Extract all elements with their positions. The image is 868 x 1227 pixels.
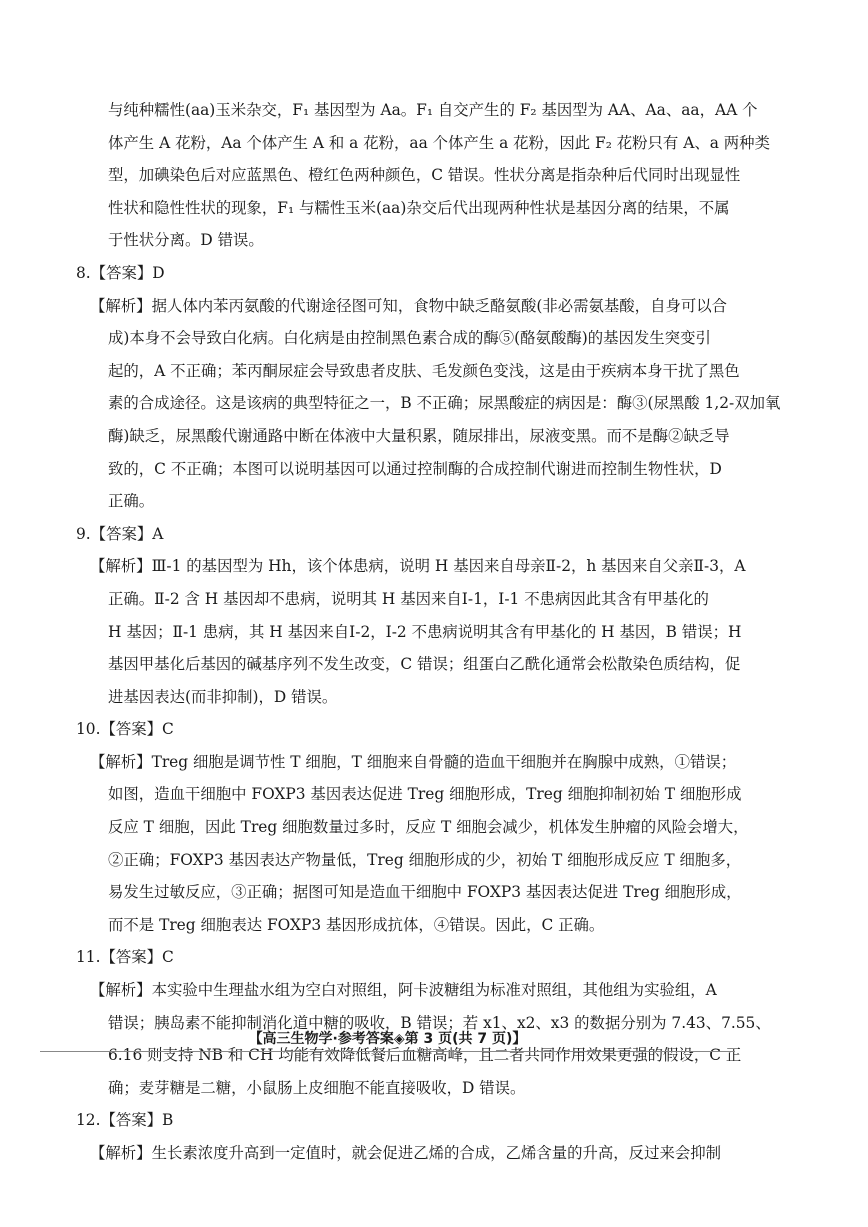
text-line: 成)本身不会导致白化病。白化病是由控制黑色素合成的酶⑤(酪氨酸酶)的基因发生突变引 [108,329,711,348]
text-line: 错误；胰岛素不能抑制消化道中糖的吸收，B 错误；若 x1、x2、x3 的数据分别为 7.43、7.55、 [108,1013,771,1032]
text-line: 【解析】据人体内苯丙氨酸的代谢途径图可知，食物中缺乏酪氨酸(非必需氨基酸，自身可以合 [90,296,728,315]
text-line: 确；麦芽糖是二糖，小鼠肠上皮细胞不能直接吸收，D 错误。 [108,1078,526,1097]
text-line: 与纯种糯性(aa)玉米杂交，F₁ 基因型为 Aa。F₁ 自交产生的 F₂ 基因型为 AA、Aa、aa，AA 个 [108,101,758,119]
text-line: 而不是 Treg 细胞表达 FOXP3 基因形成抗体，④错误。因此，C 正确。 [108,915,605,934]
question-answer-heading: 12.【答案】B [76,1111,174,1130]
text-line: 如图，造血干细胞中 FOXP3 基因表达促进 Treg 细胞形成，Treg 细胞抑制初始 T 细胞形成 [108,785,742,804]
text-line: 于性状分离。D 错误。 [108,231,264,250]
text-line: 正确。 [108,492,155,511]
footer-divider [40,1051,735,1052]
text-line: 【解析】Ⅲ-1 的基因型为 Hh，该个体患病，说明 H 基因来自母亲Ⅱ-2，h 基因来自父亲Ⅱ-3，A [90,557,746,576]
text-line: 进基因表达(而非抑制)，D 错误。 [108,687,338,706]
text-line: ②正确；FOXP3 基因表达产物量低，Treg 细胞形成的少，初始 T 细胞形成反应 T 细胞多， [108,850,742,869]
text-line: 型，加碘染色后对应蓝黑色、橙红色两种颜色，C 错误。性状分离是指杂种后代同时出现显性 [108,166,741,185]
text-line: 素的合成途径。这是该病的典型特征之一，B 不正确；尿黑酸症的病因是：酶③(尿黑酸 1,2-双加氧 [108,394,781,413]
text-line: 体产生 A 花粉，Aa 个体产生 A 和 a 花粉，aa 个体产生 a 花粉，因此 F₂ 花粉只有 A、a 两种类 [108,133,770,152]
question-answer-heading: 9.【答案】A [76,524,164,543]
text-line: 6.16 则支持 NB 和 CH 均能有效降低餐后血糖高峰，且二者共同作用效果更强的假设，C 正 [108,1046,742,1065]
text-line: 【解析】本实验中生理盐水组为空白对照组，阿卡波糖组为标准对照组，其他组为实验组，A [90,981,717,1000]
text-line: H 基因；Ⅱ-1 患病，其 H 基因来自Ⅰ-2，Ⅰ-2 不患病说明其含有甲基化的 H 基因，B 错误；H [108,622,742,641]
text-line: 致的，C 不正确；本图可以说明基因可以通过控制酶的合成控制代谢进而控制生物性状，D [108,459,722,478]
text-line: 酶)缺乏，尿黑酸代谢通路中断在体液中大量积累，随尿排出，尿液变黑。而不是酶②缺乏导 [108,426,730,445]
question-answer-heading: 11.【答案】C [76,948,174,967]
text-line: 反应 T 细胞，因此 Treg 细胞数量过多时，反应 T 细胞会减少，机体发生肿瘤的风险会增大， [108,818,749,837]
question-answer-heading: 8.【答案】D [76,263,165,282]
text-line: 基因甲基化后基因的碱基序列不发生改变，C 错误；组蛋白乙酰化通常会松散染色质结构，促 [108,655,741,674]
answer-text-body [76,94,781,1170]
text-line: 性状和隐性性状的现象，F₁ 与糯性玉米(aa)杂交后代出现两种性状是基因分离的结果，不属 [108,198,730,217]
page-footer: 【高三生物学·参考答案◈第 3 页(共 7 页)】 [248,1031,527,1047]
text-line: 【解析】生长素浓度升高到一定值时，就会促进乙烯的合成，乙烯含量的升高，反过来会抑制 [90,1144,722,1162]
text-line: 起的，A 不正确；苯丙酮尿症会导致患者皮肤、毛发颜色变浅，这是由于疾病本身干扰了黑色 [108,361,740,380]
text-line: 正确。Ⅱ-2 含 H 基因却不患病，说明其 H 基因来自Ⅰ-1，Ⅰ-1 不患病因此其含有甲基化的 [108,589,709,608]
text-line: 【解析】Treg 细胞是调节性 T 细胞，T 细胞来自骨髓的造血干细胞并在胸腺中成熟，①错误； [90,752,737,771]
text-line: 易发生过敏反应，③正确；据图可知是造血干细胞中 FOXP3 基因表达促进 Treg 细胞形成， [108,883,742,902]
question-answer-heading: 10.【答案】C [76,720,174,739]
